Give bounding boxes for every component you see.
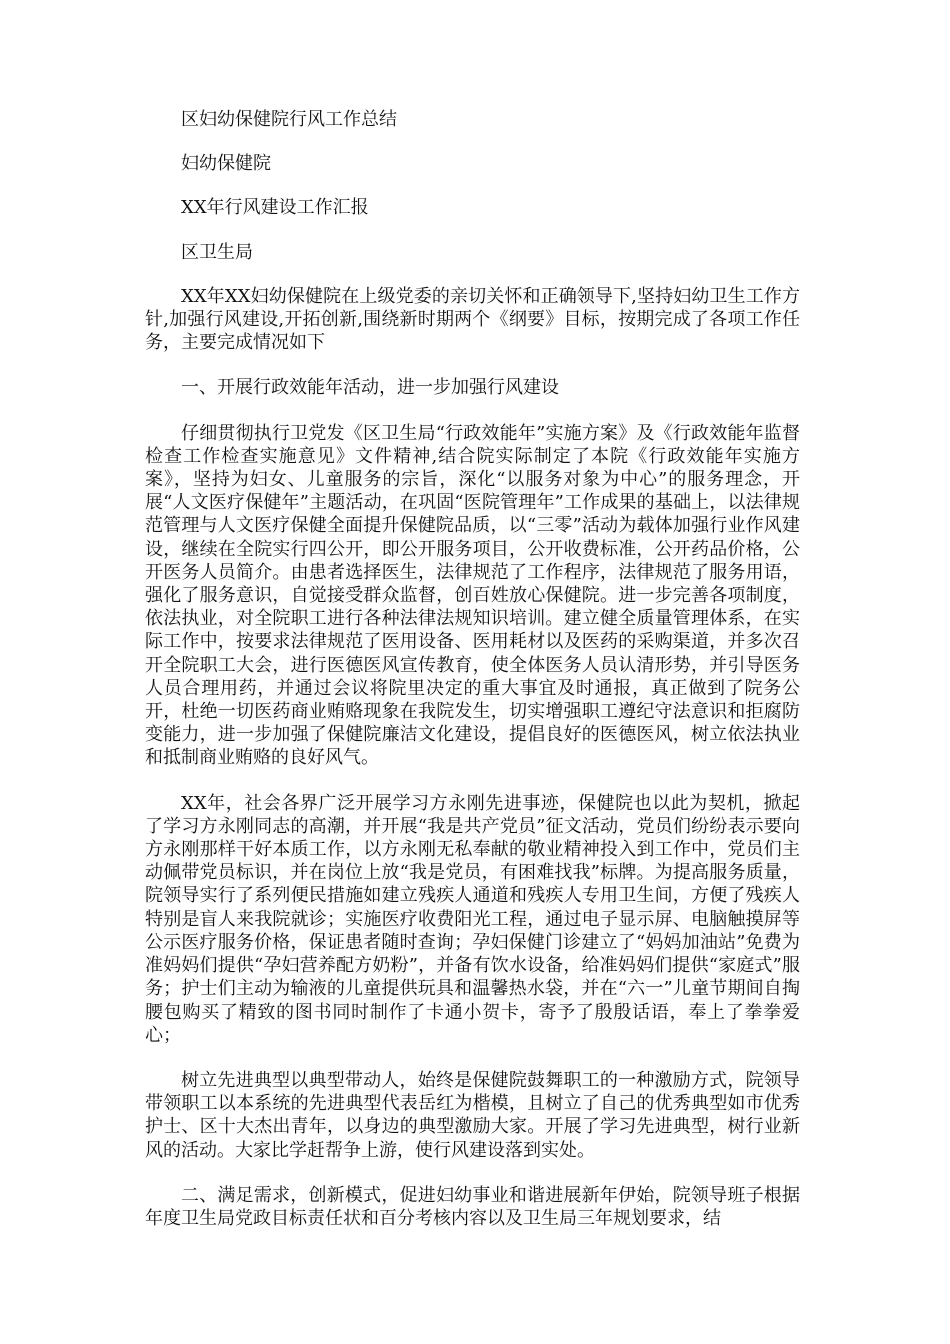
paragraph-fang-yonggang: XX年，社会各界广泛开展学习方永刚先进事迹，保健院也以此为契机，掀起了学习方永刚同志的高潮，并开展“我是共产党员”征文活动，党员们纷纷表示要向方永刚那样干好本质工作，以方永刚无私奉献的敬业精神投入到工作中，党员们主动佩带党员标识，并在岗位上放“我是党员，有困难找我”标牌。为提高服务质量，院领导实行了系列便民措施如建立残疾人通道和残疾人专用卫生间，方便了残疾人特别是盲人来我院就诊；实施医疗收费阳光工程，通过电子显示屏、电脑触摸屏等公示医疗服务价格，保证患者随时查询；孕妇保健门诊建立了“妈妈加油站”免费为准妈妈们提供“孕妇营养配方奶粉”，并备有饮水设备，给准妈妈们提供“家庭式”服务；护士们主动为输液的儿童提供玩具和温馨热水袋，并在“六一”儿童节期间自掏腰包购买了精致的图书同时制作了卡通小贺卡，寄予了殷殷话语，奉上了拳拳爱心； [145, 792, 800, 1046]
document-title: 区妇幼保健院行风工作总结 [181, 109, 397, 130]
document-page [145, 108, 800, 1230]
section-heading-1: 一、开展行政效能年活动，进一步加强行风建设 [181, 377, 559, 399]
bureau-name: 区卫生局 [181, 241, 253, 263]
report-title: XX年行风建设工作汇报 [181, 197, 369, 219]
paragraph-efficiency-year: 仔细贯彻执行卫党发《区卫生局“行政效能年”实施方案》及《行政效能年监督检查工作检查实施意见》文件精神,结合院实际制定了本院《行政效能年实施方案》，坚持为妇女、儿童服务的宗旨，深化“以服务对象为中心”的服务理念，开展“人文医疗保健年”主题活动，在巩固“医院管理年”工作成果的基础上，以法律规范管理与人文医疗保健全面提升保健院品质，以“三零”活动为载体加强行业作风建设，继续在全院实行四公开，即公开服务项目，公开收费标准，公开药品价格，公开医务人员简介。由患者选择医生，法律规范了工作程序，法律规范了服务用语，强化了服务意识，自觉接受群众监督，创百姓放心保健院。进一步完善各项制度，依法执业，对全院职工进行各种法律法规知识培训。建立健全质量管理体系，在实际工作中，按要求法律规范了医用设备、医用耗材以及医药的采购渠道，并多次召开全院职工大会，进行医德医风宣传教育，使全体医务人员认清形势，并引导医务人员合理用药，并通过会议将院里决定的重大事宜及时通报，真正做到了院务公开，杜绝一切医药商业贿赂现象在我院发生，切实增强职工遵纪守法意识和拒腐防变能力，进一步加强了保健院廉洁文化建设，提倡良好的医德医风，树立依法执业和抵制商业贿赂的良好风气。 [145, 422, 800, 769]
organization-name: 妇幼保健院 [181, 153, 271, 175]
paragraph-intro: XX年XX妇幼保健院在上级党委的亲切关怀和正确领导下,坚持妇幼卫生工作方针,加强行风建设,开拓创新,围绕新时期两个《纲要》目标，按期完成了各项工作任务，主要完成情况如下 [145, 285, 800, 354]
section-heading-2-paragraph: 二、满足需求，创新模式，促进妇幼事业和谐进展新年伊始，院领导班子根据年度卫生局党政目标责任状和百分考核内容以及卫生局三年规划要求，结 [145, 1184, 800, 1229]
paragraph-advanced-models: 树立先进典型以典型带动人，始终是保健院鼓舞职工的一种激励方式，院领导带领职工以本系统的先进典型代表岳红为楷模，且树立了自己的优秀典型如市优秀护士、区十大杰出青年，以身边的典型激励大家。开展了学习先进典型，树行业新风的活动。大家比学赶帮争上游，使行风建设落到实处。 [145, 1069, 800, 1161]
